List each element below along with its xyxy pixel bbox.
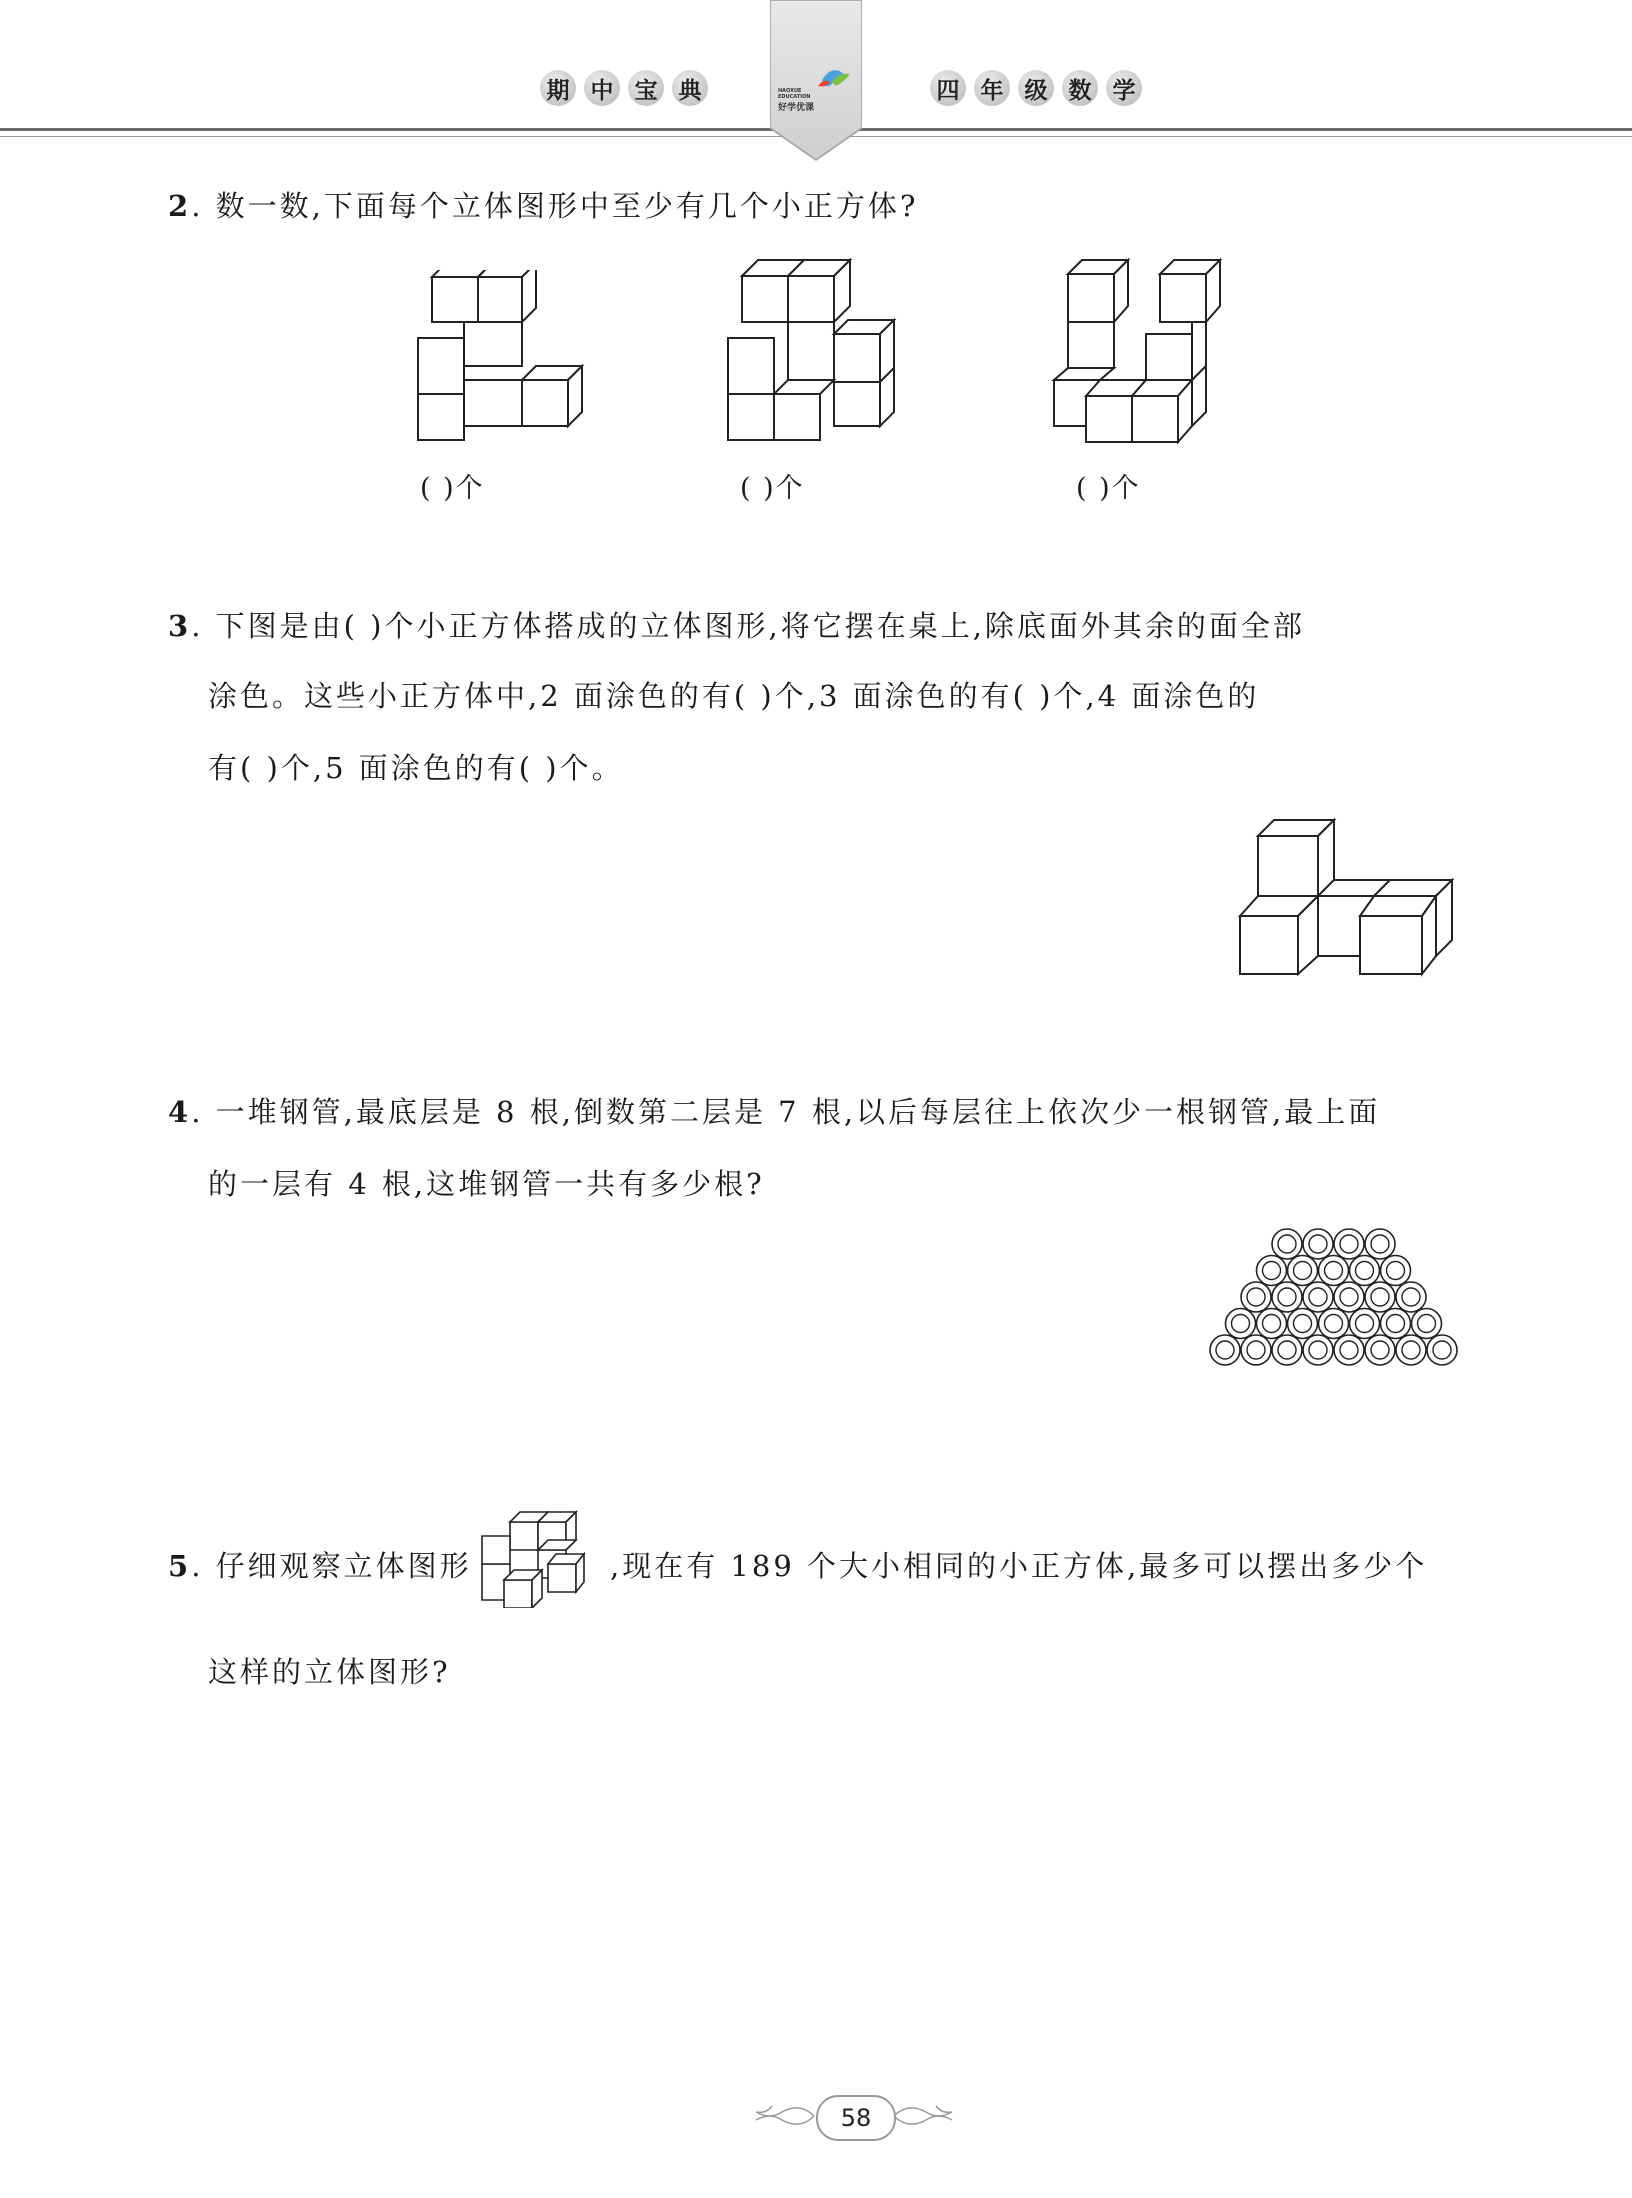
header-left-title: [540, 70, 708, 106]
question-text: . 数一数,下面每个立体图形中至少有几个小正方体?: [191, 189, 919, 223]
question-4-line1: [168, 1092, 1380, 1132]
question-text: . 下图是由( )个小正方体搭成的立体图形,将它摆在桌上,除底面外其余的面全部: [191, 609, 1305, 643]
title-char: 数: [1062, 70, 1098, 106]
steel-pipe: [1427, 1335, 1457, 1365]
answer-blank-2a[interactable]: ( )个: [420, 473, 485, 504]
title-char: 四: [930, 70, 966, 106]
cube-figure-3: [1236, 816, 1462, 982]
steel-pipe: [1365, 1282, 1395, 1312]
steel-pipe: [1303, 1335, 1333, 1365]
steel-pipe: [1226, 1309, 1256, 1339]
steel-pipe: [1396, 1335, 1426, 1365]
steel-pipe: [1272, 1282, 1302, 1312]
question-4-line2: 的一层有 4 根,这堆钢管一共有多少根?: [208, 1167, 765, 1201]
steel-pipe: [1303, 1229, 1333, 1259]
steel-pipe: [1257, 1256, 1287, 1286]
cube-figure-2a: [414, 270, 590, 446]
steel-pipe: [1210, 1335, 1240, 1365]
question-number: 5: [168, 1549, 192, 1583]
cube-figure-2b: [724, 258, 914, 448]
question-2: [168, 186, 918, 226]
question-5-line2: 这样的立体图形?: [208, 1655, 451, 1689]
steel-pipe: [1334, 1335, 1364, 1365]
question-3-line3: 有( )个,5 面涂色的有( )个。: [208, 751, 624, 785]
cube-figure-2c: [1048, 252, 1228, 448]
header-right-title: [930, 70, 1142, 106]
steel-pipe: [1334, 1229, 1364, 1259]
title-char: 学: [1106, 70, 1142, 106]
answer-blank-2b[interactable]: ( )个: [740, 473, 805, 504]
steel-pipe: [1303, 1282, 1333, 1312]
question-text: . 一堆钢管,最底层是 8 根,倒数第二层是 7 根,以后每层往上依次少一根钢管,最上面: [191, 1095, 1381, 1129]
title-char: 典: [672, 70, 708, 106]
question-3-line1: [168, 606, 1305, 646]
steel-pipe: [1319, 1309, 1349, 1339]
question-5-line1b: ,现在有 189 个大小相同的小正方体,最多可以摆出多少个: [610, 1549, 1428, 1583]
title-char: 宝: [628, 70, 664, 106]
steel-pipe: [1288, 1309, 1318, 1339]
question-text: . 仔细观察立体图形: [191, 1549, 472, 1583]
steel-pipe: [1350, 1309, 1380, 1339]
steel-pipe: [1381, 1309, 1411, 1339]
question-number: 4: [168, 1095, 192, 1129]
steel-pipe: [1396, 1282, 1426, 1312]
steel-pipe: [1381, 1256, 1411, 1286]
steel-pipe: [1241, 1282, 1271, 1312]
steel-pipe: [1412, 1309, 1442, 1339]
page-number: 58: [816, 2095, 896, 2141]
question-5-line1a: [168, 1546, 472, 1586]
title-char: 期: [540, 70, 576, 106]
answer-blank-2c[interactable]: ( )个: [1076, 473, 1141, 504]
steel-pipe: [1365, 1229, 1395, 1259]
header-logo-tab: [770, 0, 862, 162]
question-3-line2: 涂色。这些小正方体中,2 面涂色的有( )个,3 面涂色的有( )个,4 面涂色的: [208, 679, 1260, 713]
question-number: 3: [168, 609, 192, 643]
steel-pipe: [1319, 1256, 1349, 1286]
logo-tab-shape: [770, 0, 862, 162]
logo-small-text: HAOXUE EDUCATION: [778, 88, 811, 100]
steel-pipe-stack: [1200, 1226, 1466, 1372]
title-char: 中: [584, 70, 620, 106]
steel-pipe: [1257, 1309, 1287, 1339]
steel-pipe: [1272, 1229, 1302, 1259]
cube-figure-5-inline: [476, 1508, 610, 1608]
steel-pipe: [1350, 1256, 1380, 1286]
title-char: 年: [974, 70, 1010, 106]
steel-pipe: [1272, 1335, 1302, 1365]
title-char: 级: [1018, 70, 1054, 106]
steel-pipe: [1241, 1335, 1271, 1365]
question-number: 2: [168, 189, 192, 223]
steel-pipe: [1365, 1335, 1395, 1365]
steel-pipe: [1334, 1282, 1364, 1312]
steel-pipe: [1288, 1256, 1318, 1286]
logo-text: [778, 88, 838, 113]
logo-name: 好学优课: [778, 103, 815, 113]
